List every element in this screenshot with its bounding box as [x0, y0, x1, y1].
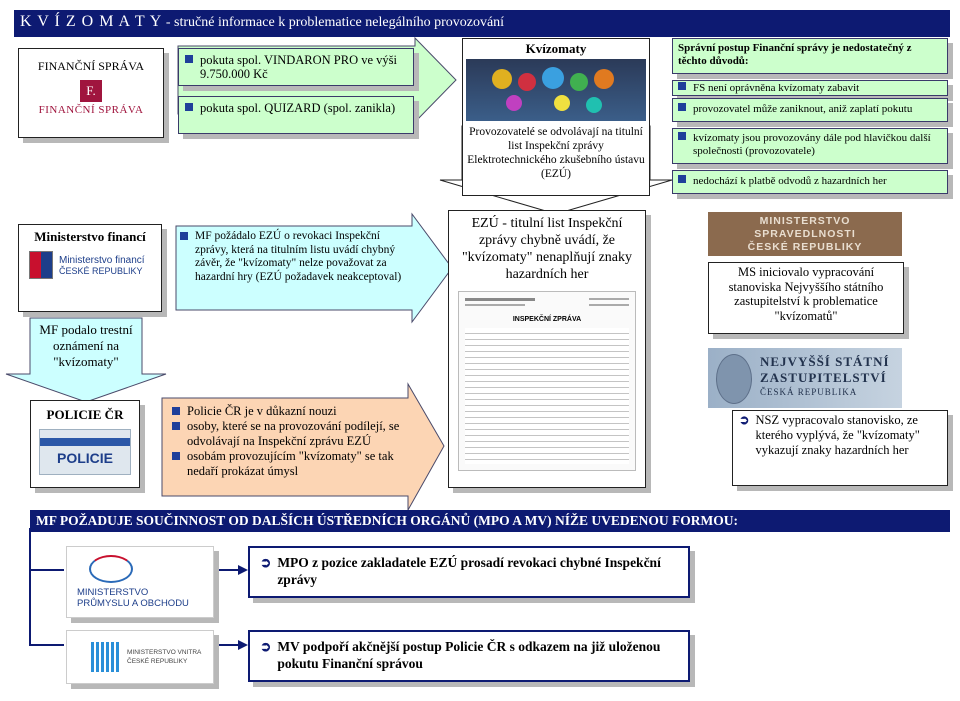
bullet-icon [172, 407, 180, 415]
mpo-arrowhead [238, 565, 248, 575]
bullet-icon [172, 452, 180, 460]
ms-sign-line2: SPRAVEDLNOSTI [754, 228, 856, 240]
arrow-icon: ➲ [260, 555, 272, 570]
fs-reasons-heading-text: Správní postup Finanční správy je nedostatečný z těchto důvodů: [678, 42, 912, 67]
fs-reason-item [672, 80, 948, 96]
police-item [172, 419, 408, 449]
mv-action-text: MV podpoří akčnější postup Policie ČR s odkazem na již uloženou pokutu Finanční správou [277, 639, 661, 671]
ezu-box [448, 210, 646, 488]
ms-sign-line3: ČESKÉ REPUBLIKY [747, 241, 863, 253]
mf-complaint-text: MF podalo trestní oznámení na "kvízomaty" [39, 322, 133, 369]
title-main: K V Í Z O M A T Y [20, 13, 163, 30]
fs-reason-text: kvízomaty jsou provozovány dále pod hlavičkou další společnosti (provozovatele) [693, 132, 931, 157]
bullet-icon [678, 132, 686, 140]
bullet-icon [678, 175, 686, 183]
mv-logo-line2: ČESKÉ REPUBLIKY [127, 658, 188, 665]
ms-sign-line1: MINISTERSTVO [759, 215, 851, 227]
mf-logo-line2: ČESKÉ REPUBLIKY [59, 265, 143, 276]
fs-reason-item [672, 170, 948, 194]
fs-reason-item [672, 98, 948, 122]
fine-vindaron [178, 48, 414, 86]
financni-sprava-box [18, 48, 164, 138]
nsz-sign-line1: NEJVYŠŠÍ STÁTNÍ [760, 354, 890, 369]
nsz-sign [708, 348, 902, 408]
police-item-text: Policie ČR je v důkazní nouzi [187, 404, 337, 418]
mf-complaint [32, 322, 140, 370]
mv-action-box [248, 630, 690, 682]
title-sub: - stručné informace k problematice nelegálního provozování [162, 15, 505, 30]
fs-logo-mark: F. [80, 80, 102, 102]
mv-logo-line1: MINISTERSTVO VNITRA [127, 649, 202, 656]
mv-logo-icon [91, 642, 119, 672]
ms-sign [708, 212, 902, 256]
kvizomaty-heading: Kvízomaty [525, 41, 587, 56]
mv-arrowhead [238, 640, 248, 650]
police-car-image [39, 429, 131, 475]
fs-reasons-heading [672, 38, 948, 74]
ms-text: MS iniciovalo vypracování stanoviska Nejvyššího státního zastupitelství k problematice "kvízomatů" [728, 265, 884, 323]
mf-request [180, 230, 412, 308]
mpo-action-text: MPO z pozice zakladatele EZÚ prosadí revokaci chybné Inspekční zprávy [277, 555, 661, 587]
arrow-icon: ➲ [260, 639, 272, 654]
kvizomaty-caption: Provozovatelé se odvolávají na titulní list Inspekční zprávy Elektrotechnického zkušebního ústavu (EZÚ) [467, 126, 645, 180]
mpo-logo-box [66, 546, 214, 618]
police-car-text: POLICIE [56, 450, 113, 466]
bullet-icon [678, 103, 686, 111]
nsz-text: NSZ vypracovalo stanovisko, ze kterého vyplývá, že "kvízomaty" vykazují znaky hazardních her [755, 413, 920, 457]
bullet-icon [185, 55, 193, 63]
inspection-report-document [458, 291, 636, 471]
police-label: POLICIE ČR [46, 407, 124, 422]
police-item-text: osobám provozujícím "kvízomaty" se tak nedaří prokázat úmysl [187, 449, 394, 478]
mf-label: Ministerstvo financí [34, 229, 146, 244]
police-item-text: osoby, které se na provozování podílejí, se odvolávají na Inspekční zprávu EZÚ [187, 419, 400, 448]
mf-logo-line1: Ministerstvo financí [59, 254, 145, 266]
czech-emblem-icon [29, 251, 53, 279]
mf-box [18, 224, 162, 312]
fs-label: FINANČNÍ SPRÁVA [37, 59, 145, 73]
fs-reason-item [672, 128, 948, 164]
mpo-logo-line2: PRŮMYSLU A OBCHODU [77, 598, 189, 609]
police-item [172, 449, 408, 479]
mpo-logo-line1: MINISTERSTVO [77, 587, 149, 598]
bottom-banner-text: MF POŽADUJE SOUČINNOST OD DALŠÍCH ÚSTŘEDNÍCH ORGÁNŮ (MPO A MV) NÍŽE UVEDENOU FORMOU: [36, 513, 739, 528]
arrow-icon: ➲ [739, 413, 750, 427]
police-item [172, 404, 408, 419]
kvizomaty-box [462, 38, 650, 196]
fs-logo-text: FINANČNÍ SPRÁVA [38, 104, 144, 116]
doc-heading: INSPEKČNÍ ZPRÁVA [512, 316, 582, 323]
ms-box [708, 262, 904, 334]
nsz-box [732, 410, 948, 486]
bullet-icon [185, 103, 193, 111]
mv-logo-box [66, 630, 214, 684]
nsz-sign-line3: ČESKÁ REPUBLIKA [760, 387, 858, 397]
mf-logo [29, 251, 161, 279]
mf-request-text: MF požádalo EZÚ o revokaci Inspekční zprávy, která na titulním listu uvádí chybný závěr, že "kvízomaty" nelze považovat za hazardní hry (EZÚ požadavek neakceptoval) [195, 230, 402, 283]
kvizomaty-photo [466, 59, 646, 121]
nsz-sign-line2: ZASTUPITELSTVÍ [760, 370, 887, 385]
mpo-logo-icon [89, 555, 133, 583]
fs-reason-text: nedochází k platbě odvodů z hazardních her [693, 175, 887, 187]
fine-quizard-text: pokuta spol. QUIZARD (spol. zanikla) [200, 101, 396, 115]
bottom-connector [30, 528, 64, 645]
justice-emblem-icon [716, 354, 752, 404]
fs-reason-text: FS není oprávněna kvízomaty zabavit [693, 82, 860, 94]
bottom-banner [30, 510, 950, 532]
bullet-icon [180, 232, 188, 240]
mpo-action-box [248, 546, 690, 598]
fs-reason-text: provozovatel může zaniknout, aniž zaplatí pokutu [693, 103, 913, 115]
ezu-text: EZÚ - titulní list Inspekční zprávy chybně uvádí, že "kvízomaty" nenaplňují znaky hazardních her [461, 216, 633, 282]
fine-quizard [178, 96, 414, 134]
fs-logo [19, 80, 163, 116]
bullet-icon [172, 422, 180, 430]
police-items [172, 404, 408, 479]
bullet-icon [678, 82, 686, 90]
police-box [30, 400, 140, 488]
fine-vindaron-text: pokuta spol. VINDARON PRO ve výši 9.750.000 Kč [200, 53, 397, 81]
